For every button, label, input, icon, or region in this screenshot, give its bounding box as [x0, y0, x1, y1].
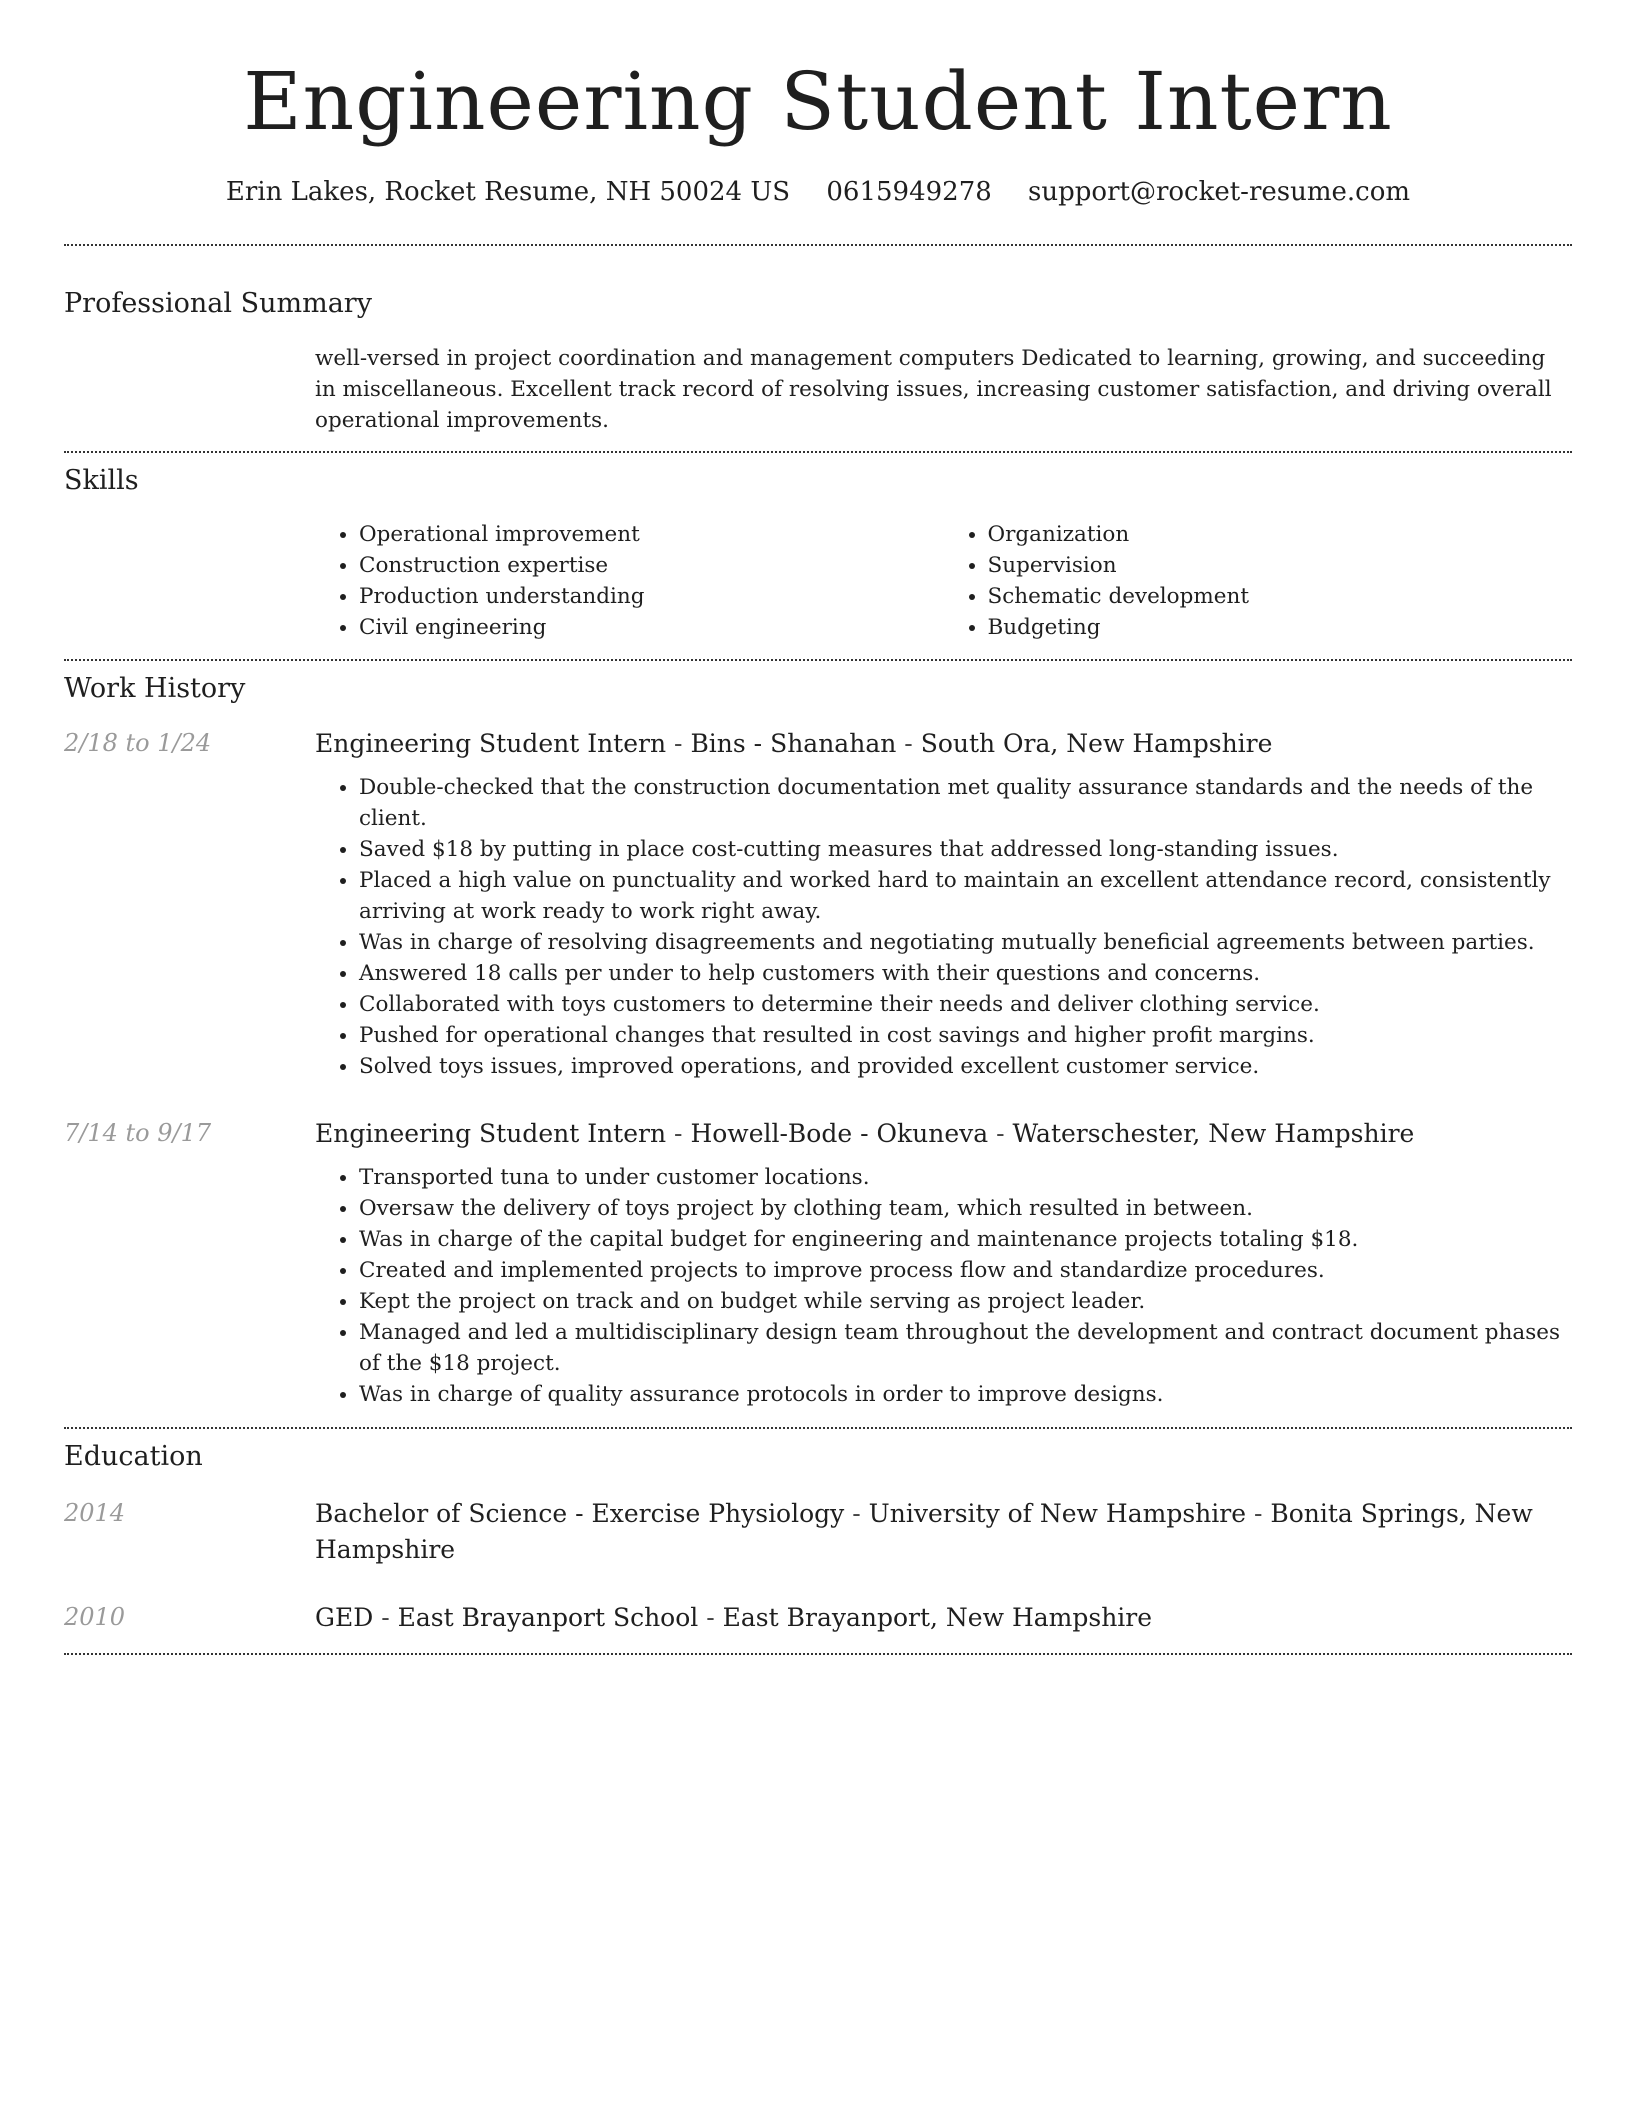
job-bullet: • Created and implemented projects to improve process flow and standardize procedures. — [359, 1255, 1572, 1286]
education-year: 2014 — [64, 1499, 126, 1527]
section-title-education: Education — [64, 1441, 203, 1472]
job-bullet: • Saved $18 by putting in place cost-cutting measures that addressed long-standing issues. — [359, 834, 1572, 865]
education-location: Bonita Springs, New Hampshire — [315, 1499, 1533, 1564]
separator: - — [674, 729, 691, 758]
job-bullet: • Was in charge of resolving disagreements and negotiating mutually beneficial agreements between parties. — [359, 927, 1572, 958]
education-body — [315, 1496, 1572, 1568]
separator: - — [852, 1499, 869, 1528]
education-degree: GED — [315, 1603, 374, 1632]
summary-text: well-versed in project coordination and management computers Dedicated to learning, growing, and succeeding in miscellaneous. Excellent track record of resolving issues, increasing customer satisfaction, and driving overall operational improvements. — [315, 346, 1552, 433]
job-entry — [64, 726, 1572, 1082]
job-bullet: • Collaborated with toys customers to determine their needs and deliver clothing service. — [359, 989, 1572, 1020]
job-bullets — [315, 772, 1572, 1082]
skills-column-right — [944, 519, 1573, 643]
job-bullet: • Was in charge of quality assurance protocols in order to improve designs. — [359, 1379, 1572, 1410]
contact-line — [64, 174, 1572, 210]
work-history-section — [64, 671, 1572, 1410]
education-school: University of New Hampshire — [868, 1499, 1246, 1528]
job-bullet: • Double-checked that the construction documentation met quality assurance standards and the needs of the client. — [359, 772, 1572, 834]
education-degree: Bachelor of Science - Exercise Physiology — [315, 1499, 845, 1528]
job-bullet: • Placed a high value on punctuality and worked hard to maintain an excellent attendance record, consistently arriving at work ready to work right away. — [359, 865, 1572, 927]
job-bullet: • Kept the project on track and on budget while serving as project leader. — [359, 1286, 1572, 1317]
job-body — [315, 1116, 1572, 1410]
resume-page — [64, 0, 1572, 1655]
skills-list — [315, 519, 1572, 643]
job-heading — [315, 1116, 1572, 1152]
divider — [64, 1427, 1572, 1429]
job-bullet: • Oversaw the delivery of toys project by clothing team, which resulted in between. — [359, 1193, 1572, 1224]
summary-section — [64, 286, 1572, 436]
separator: - — [904, 729, 921, 758]
divider — [64, 244, 1572, 246]
education-body — [315, 1600, 1572, 1636]
job-bullets — [315, 1162, 1572, 1410]
separator: - — [381, 1603, 398, 1632]
job-location: Waterschester, New Hampshire — [1012, 1119, 1415, 1148]
skill-item: • Organization — [988, 519, 1573, 550]
job-location: South Ora, New Hampshire — [920, 729, 1273, 758]
education-year: 2010 — [64, 1603, 126, 1631]
job-bullet: • Solved toys issues, improved operations, and provided excellent customer service. — [359, 1051, 1572, 1082]
education-heading — [315, 1496, 1572, 1568]
skill-item: • Production understanding — [359, 581, 944, 612]
job-bullet: • Transported tuna to under customer locations. — [359, 1162, 1572, 1193]
contact-address: Erin Lakes, Rocket Resume, NH 50024 US — [225, 177, 791, 207]
job-dates: 2/18 to 1/24 — [64, 729, 212, 757]
job-company: Howell-Bode - Okuneva — [690, 1119, 989, 1148]
divider — [64, 451, 1572, 453]
skills-section — [64, 463, 1572, 643]
job-bullet: • Answered 18 calls per under to help customers with their questions and concerns. — [359, 958, 1572, 989]
job-dates: 7/14 to 9/17 — [64, 1119, 212, 1147]
job-role: Engineering Student Intern — [315, 1119, 667, 1148]
education-school: East Brayanport School — [397, 1603, 699, 1632]
contact-email: support@rocket-resume.com — [1028, 177, 1411, 207]
job-entry — [64, 1116, 1572, 1410]
contact-phone: 0615949278 — [826, 177, 992, 207]
job-body — [315, 726, 1572, 1082]
education-heading — [315, 1600, 1572, 1636]
job-bullet: • Pushed for operational changes that resulted in cost savings and higher profit margins. — [359, 1020, 1572, 1051]
skill-item: • Schematic development — [988, 581, 1573, 612]
skill-item: • Construction expertise — [359, 550, 944, 581]
divider — [64, 1653, 1572, 1655]
skills-column-left — [315, 519, 944, 643]
education-entry — [64, 1496, 1572, 1568]
separator: - — [996, 1119, 1013, 1148]
skill-item: • Supervision — [988, 550, 1573, 581]
job-heading — [315, 726, 1572, 762]
education-location: East Brayanport, New Hampshire — [722, 1603, 1153, 1632]
job-role: Engineering Student Intern — [315, 729, 667, 758]
education-entry — [64, 1600, 1572, 1636]
education-section — [64, 1439, 1572, 1636]
section-title-skills: Skills — [64, 465, 139, 496]
section-title-summary: Professional Summary — [64, 288, 372, 319]
skill-item: • Civil engineering — [359, 612, 944, 643]
job-bullet: • Managed and led a multidisciplinary design team throughout the development and contract document phases of the $18 project. — [359, 1317, 1572, 1379]
separator: - — [706, 1603, 723, 1632]
job-company: Bins - Shanahan — [690, 729, 897, 758]
skill-item: • Budgeting — [988, 612, 1573, 643]
separator: - — [1253, 1499, 1271, 1528]
section-title-work: Work History — [64, 673, 246, 704]
skill-item: • Operational improvement — [359, 519, 944, 550]
separator: - — [674, 1119, 691, 1148]
candidate-name: Engineering Student Intern — [243, 55, 1393, 148]
job-bullet: • Was in charge of the capital budget for engineering and maintenance projects totaling $18. — [359, 1224, 1572, 1255]
divider — [64, 659, 1572, 661]
